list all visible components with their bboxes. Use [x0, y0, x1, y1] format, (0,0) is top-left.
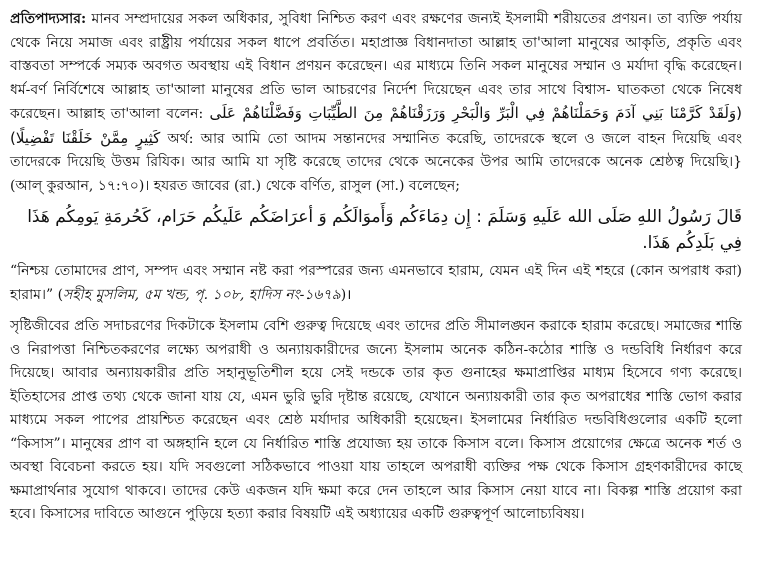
- verse-translation-text: অর্থ: আর আমি তো আদম সন্তানদের সম্মানিত করেছি, তাদেরকে স্থলে ও জলে বাহন দিয়েছি এবং তাদেরকে দিয়েছি উত্তম রিযিক। আর আমি যা সৃষ্টি করেছে তাদের থেকে অনেকের উপর আমি তাদেরকে অনেক শ্রেষ্ঠত্ব দিয়েছি।} (আল্ কুরআন, ১৭:৭০)। হযরত জাবের (রা.) থেকে বর্ণিত, রাসুল (সা.) বলেছেন;: [10, 130, 742, 194]
- summary-paragraph: [10, 8, 742, 198]
- summary-heading: প্রতিপাদ্যসার:: [10, 11, 87, 27]
- hadith-source-closing: )।: [340, 286, 352, 303]
- hadith-source: সহীহ মুসলিম, ৫ম খন্ড, পৃ. ১০৮, হাদিস নং-১৬৭৯: [63, 286, 341, 303]
- hadith-translation: [10, 260, 742, 307]
- body-paragraph: সৃষ্টিজীবের প্রতি সদাচরণের দিকটাকে ইসলাম বেশি গুরুত্ব দিয়েছে এবং তাদের প্রতি সীমালঙ্ঘন করাকে হারাম করেছে। সমাজের শান্তি ও নিরাপত্তা নিশ্চিতকরণের লক্ষ্যে অপরাধী ও অন্যায়কারীদের জন্যে ইসলাম অনেক কঠিন-কঠোর শাস্তি ও দন্ডবিধি নির্ধারণ করে দিয়েছে। আবার অন্যায়কারীর প্রতি সহানুভূতিশীল হয়ে সেই দন্ডকে তার কৃত গুনাহের ক্ষমাপ্রাপ্তির মাধ্যম হিসেবে গণ্য করেছে। ইতিহাসের প্রাপ্ত তথ্য থেকে জানা যায় যে, এমন ভুরি ভুরি দৃষ্টান্ত রয়েছে, যেখানে অন্যায়কারী তার কৃত অপরাধের শাস্তি ভোগ করার মাধ্যমে সকল পাপের প্রায়শ্চিত করেছেন এবং শ্রেষ্ঠ মর্যাদার অধিকারী হয়েছেন। ইসলামের নির্ধারিত দন্ডবিধিগুলোর একটি হলো “কিসাস”। মানুষের প্রাণ বা অঙ্গহানি হলে যে নির্ধারিত শাস্তি প্রযোজ্য হয় তাকে কিসাস বলে। কিসাস প্রয়োগের ক্ষেত্রে অনেক শর্ত ও অবস্থা বিবেচনা করতে হয়। যদি সবগুলো সঠিকভাবে পাওয়া যায় তাহলে অপরাধী ব্যক্তির পক্ষ থেকে কিসাস গ্রহণকারীদের কাছে ক্ষমাপ্রার্থনার সুযোগ থাকবে। তাদের কেউ একজন যদি ক্ষমা করে দেন তাহলে আর কিসাস নেয়া যাবে না। বিকল্প শাস্তি প্রয়োগ করা হবে। কিসাসের দাবিতে আগুনে পুড়িয়ে হত্যা করার বিষয়টি এই অধ্যায়ের একটি গুরুত্বপূর্ণ আলোচ্যবিষয়।: [10, 318, 742, 522]
- summary-text: মানব সম্প্রদায়ের সকল অধিকার, সুবিধা নিশ্চিত করণ এবং রক্ষণের জন্যই ইসলামী শরীয়তের প্রণয়ন। তা ব্যক্তি পর্যায় থেকে নিয়ে সমাজ এবং রাষ্ট্রীয় পর্যায়ের সকল ধাপে প্রবর্তিত। মহাপ্রাজ্ঞ বিধানদাতা আল্লাহ তা'আলা মানুষের আকৃতি, প্রকৃতি এবং বাস্তবতা সম্পর্কে সম্যক অবগত অবস্থায় এই বিধান প্রণয়ন করেছেন। এর মাধ্যমে তিনি সকল মানুষের সম্মান ও মর্যাদা বৃদ্ধি করেছেন। ধর্ম-বর্ণ নির্বিশেষে আল্লাহ তা'আলা মানুষের প্রতি ভাল আচরণের নির্দেশ দিয়েছেন এবং তার সাথে বিশ্বাস- ঘাতকতা থেকে নিষেধ করেছেন। আল্লাহ তা'আলা বলেন:: [10, 11, 742, 122]
- hadith-translation-text: “নিশ্চয় তোমাদের প্রাণ, সম্পদ এবং সম্মান নষ্ট করা পরস্পরের জন্য এমনভাবে হারাম, যেমন এই দিন এই শহরে (কোন অপরাধ করা) হারাম।” (: [10, 263, 742, 303]
- hadith-arabic: قَالَ رَسُولُ اللهِ صَلَى الله عَلَيهِ وَسَلَمَ : إِن دِمَاءَكُم وَأَموَالَكُم وَ أعرَاضَكُم عَلَيكُم حَرَام، كَحُرمَةِ يَومِكُم هَذَا فِي بَلَدِكُم هَذَا.: [27, 207, 742, 253]
- quran-verse-arabic: (وَلَقَدْ كَرَّمْنَا بَنِي آدَمَ وَحَمَلْنَاهُمْ فِي الْبَرِّ وَالْبَحْرِ وَرَزَقْنَاهُمْ مِنَ الطَّيِّبَاتِ وَفَضَّلْنَاهُمْ عَلَى كَثِيرٍ مِمَّنْ خَلَقْنَا تَفْضِيلًا): [10, 104, 742, 147]
